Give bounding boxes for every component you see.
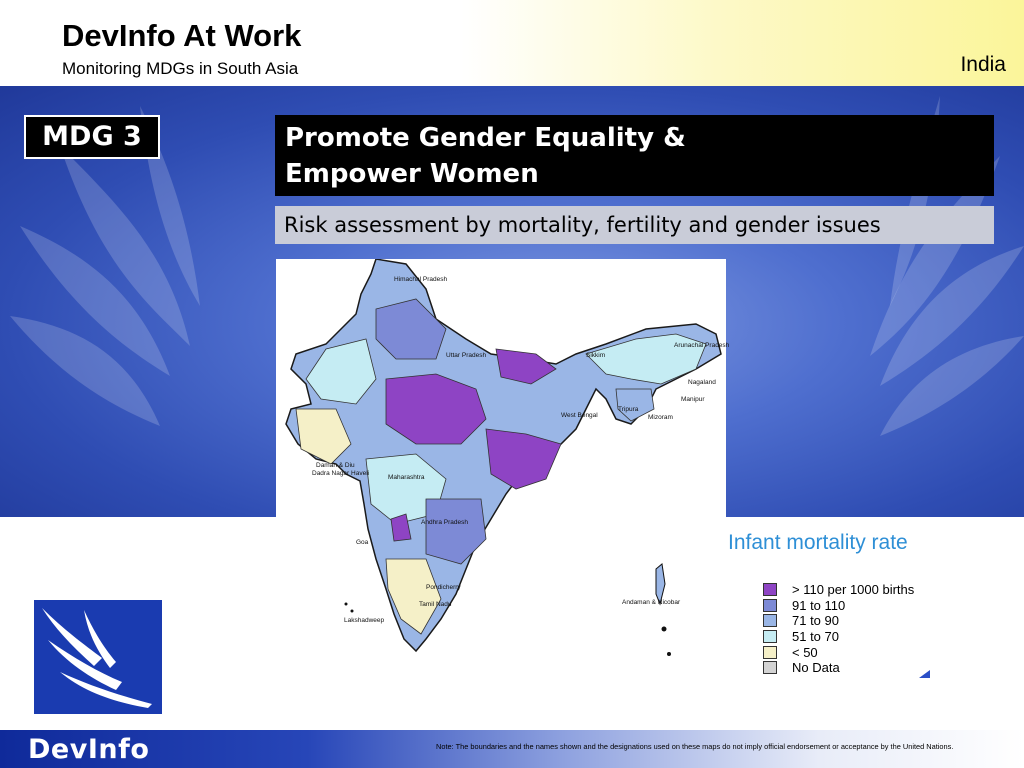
legend-label: < 50 — [792, 644, 818, 660]
map-legend — [763, 582, 914, 676]
map-label: Daman & Diu — [316, 462, 355, 469]
legend-row — [763, 582, 914, 598]
map-island-dot — [345, 603, 348, 606]
map-label: Tripura — [618, 406, 639, 413]
resize-arrow-icon — [919, 669, 931, 679]
map-label: Mizoram — [648, 414, 673, 421]
legend-title: Infant mortality rate — [728, 531, 908, 554]
map-label: Lakshadweep — [344, 617, 385, 624]
map-label: West Bengal — [561, 412, 598, 419]
map-label: Pondicherry — [426, 584, 461, 591]
legend-row — [763, 613, 914, 629]
map-region — [426, 499, 486, 564]
goal-title-line-1: Promote Gender Equality & — [285, 123, 686, 153]
map-label: Uttar Pradesh — [446, 352, 487, 359]
legend-swatch — [763, 583, 777, 596]
legend-label: 71 to 90 — [792, 613, 839, 629]
devinfo-logo — [34, 600, 162, 714]
map-label: Maharashtra — [388, 474, 425, 481]
page-subtitle: Monitoring MDGs in South Asia — [62, 59, 299, 78]
legend-row — [763, 644, 914, 660]
map-label: Dadra Nagar Haveli — [312, 470, 370, 477]
leaf-logo-icon — [34, 600, 162, 714]
legend-label: > 110 per 1000 births — [792, 582, 915, 598]
india-district-map — [276, 259, 736, 659]
legend-label: 51 to 70 — [792, 629, 839, 645]
legend-row — [763, 598, 914, 614]
map-label: Andaman & Nicobar — [622, 599, 681, 606]
map-region — [376, 299, 446, 359]
map-island-dot — [351, 610, 354, 613]
goal-title-line-2: Empower Women — [285, 159, 539, 189]
country-label: India — [960, 53, 1006, 76]
goal-description: Risk assessment by mortality, fertility and gender issues — [275, 206, 994, 244]
map-label: Manipur — [681, 396, 705, 403]
footer-brand: DevInfo — [28, 734, 150, 765]
map-label: Goa — [356, 539, 369, 546]
legend-row — [763, 660, 914, 676]
legend-row — [763, 629, 914, 645]
legend-swatch — [763, 646, 777, 659]
legend-swatch — [763, 614, 777, 627]
map-label: Tamil Nadu — [419, 601, 452, 608]
map-label: Arunachal Pradesh — [674, 342, 730, 349]
footer-disclaimer: Note: The boundaries and the names shown and the designations used on these maps do not imply official endorsement or acceptance by the United Nations. — [436, 742, 954, 751]
map-island-dot — [667, 652, 671, 656]
map-label: Nagaland — [688, 379, 716, 386]
map-label: Himachal Pradesh — [394, 276, 448, 283]
legend-swatch — [763, 661, 777, 674]
map-label: Andhra Pradesh — [421, 519, 468, 526]
legend-label: No Data — [792, 660, 840, 676]
legend-swatch — [763, 630, 777, 643]
legend-swatch — [763, 599, 777, 612]
goal-number-badge: MDG 3 — [24, 115, 160, 159]
page-title: DevInfo At Work — [62, 18, 302, 53]
map-islands-andaman — [656, 564, 665, 604]
legend-label: 91 to 110 — [792, 597, 846, 613]
goal-title-box — [275, 115, 994, 196]
map-island-dot — [662, 627, 667, 632]
map-label: Sikkim — [586, 352, 606, 359]
